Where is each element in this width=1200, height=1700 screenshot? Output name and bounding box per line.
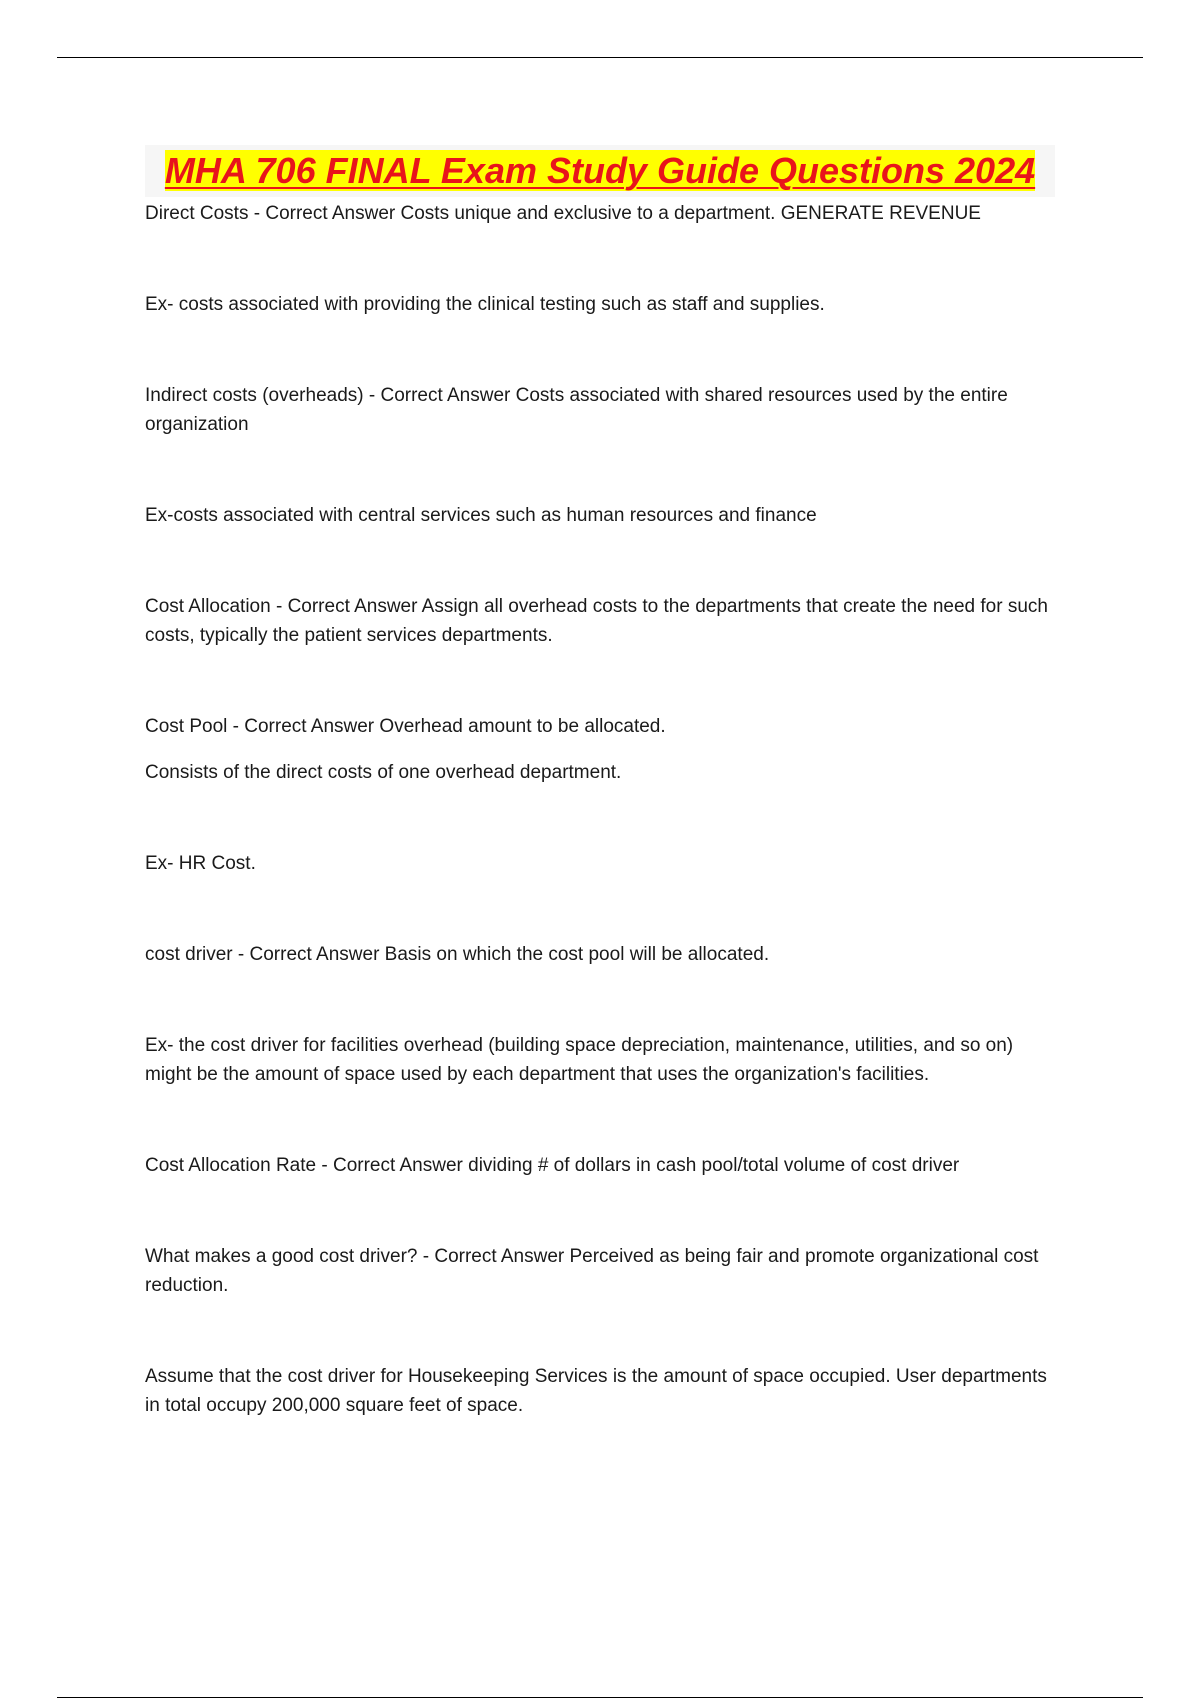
paragraph-cost-driver-example: Ex- the cost driver for facilities overhead (building space depreciation, maintenance, utilities, and so on) might be the amount of space used by each department that uses the organization's facilities. <box>145 1035 1014 1085</box>
paragraph-cost-allocation: Cost Allocation - Correct Answer Assign all overhead costs to the departments that create the need for such costs, typically the patient services departments. <box>145 596 1048 646</box>
footer-rule <box>57 1697 1143 1698</box>
paragraph-cost-pool-example: Ex- HR Cost. <box>145 853 256 874</box>
paragraph-cost-pool: Cost Pool - Correct Answer Overhead amount to be allocated. <box>145 716 666 737</box>
paragraph-indirect-costs-example: Ex-costs associated with central services such as human resources and finance <box>145 505 817 526</box>
document-title: MHA 706 FINAL Exam Study Guide Questions 2024 <box>164 150 1036 191</box>
title-block <box>145 145 1055 197</box>
paragraph-housekeeping-assumption: Assume that the cost driver for Housekeeping Services is the amount of space occupied. User departments in total occupy 200,000 square feet of space. <box>145 1366 1047 1416</box>
paragraph-direct-costs-example: Ex- costs associated with providing the clinical testing such as staff and supplies. <box>145 294 825 315</box>
paragraph-cost-allocation-rate: Cost Allocation Rate - Correct Answer dividing # of dollars in cash pool/total volume of cost driver <box>145 1155 960 1176</box>
header-rule <box>57 57 1143 58</box>
paragraph-indirect-costs: Indirect costs (overheads) - Correct Answer Costs associated with shared resources used by the entire organization <box>145 385 1008 435</box>
paragraph-cost-driver: cost driver - Correct Answer Basis on which the cost pool will be allocated. <box>145 944 770 965</box>
paragraph-cost-pool-detail: Consists of the direct costs of one overhead department. <box>145 762 622 783</box>
paragraph-direct-costs: Direct Costs - Correct Answer Costs unique and exclusive to a department. GENERATE REVENUE <box>145 203 981 224</box>
document-body <box>145 145 1055 1482</box>
paragraph-good-cost-driver: What makes a good cost driver? - Correct Answer Perceived as being fair and promote organizational cost reduction. <box>145 1246 1039 1296</box>
